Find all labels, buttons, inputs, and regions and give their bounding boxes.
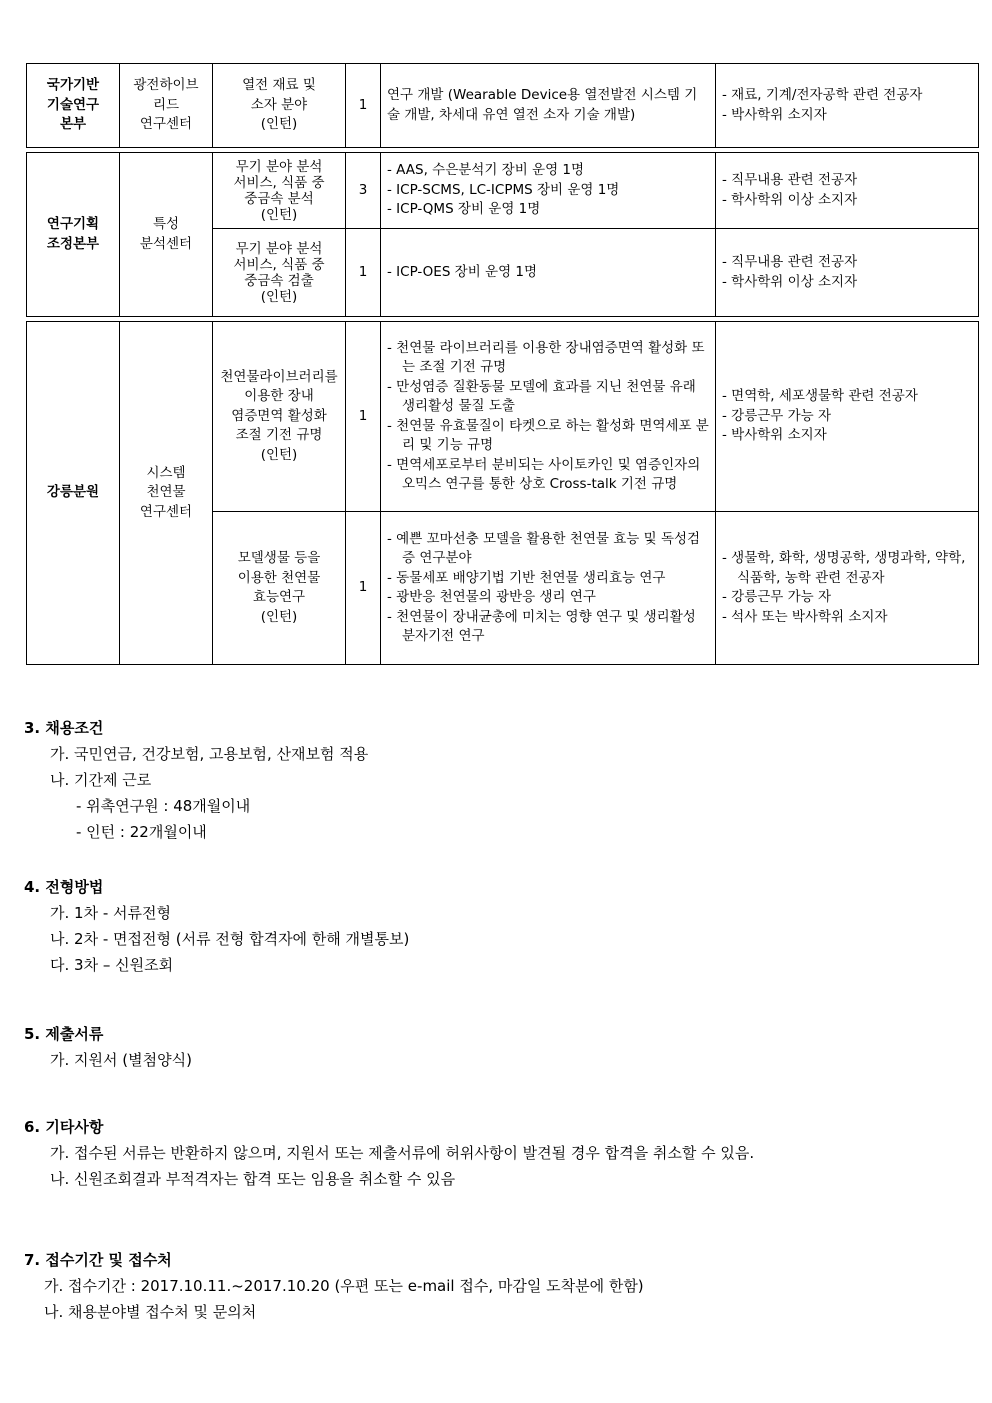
section-heading: 3. 채용조건 bbox=[24, 719, 104, 737]
duties-cell bbox=[381, 64, 716, 148]
division-cell: 국가기반 기술연구 본부 bbox=[27, 64, 120, 148]
section-other-notes bbox=[24, 1117, 754, 1189]
requirement-item: - 강릉근무 가능 자 bbox=[722, 407, 972, 427]
recruit-table-2 bbox=[26, 152, 979, 317]
section-line: - 인턴 : 22개월이내 bbox=[76, 823, 207, 841]
requirement-item: - 학사학위 이상 소지자 bbox=[722, 191, 972, 211]
requirement-item: - 박사학위 소지자 bbox=[722, 426, 972, 446]
duty-item: - AAS, 수은분석기 장비 운영 1명 bbox=[387, 161, 709, 181]
requirements-cell bbox=[716, 229, 979, 317]
center-cell: 시스템 천연물 연구센터 bbox=[120, 322, 213, 665]
field-cell: 무기 분야 분석 서비스, 식품 중 중금속 분석 (인턴) bbox=[213, 153, 346, 229]
section-heading: 6. 기타사항 bbox=[24, 1118, 104, 1136]
recruit-table-1 bbox=[26, 63, 979, 148]
section-required-documents bbox=[24, 1024, 192, 1070]
duties-cell bbox=[381, 322, 716, 512]
field-cell: 천연물라이브러리를 이용한 장내 염증면역 활성화 조절 기전 규명 (인턴) bbox=[213, 322, 346, 512]
section-line: - 위촉연구원 : 48개월이내 bbox=[76, 797, 251, 815]
field-cell: 무기 분야 분석 서비스, 식품 중 중금속 검출 (인턴) bbox=[213, 229, 346, 317]
requirement-item: - 직무내용 관련 전공자 bbox=[722, 171, 972, 191]
count-cell: 3 bbox=[346, 153, 381, 229]
section-line: 다. 3차 – 신원조회 bbox=[50, 956, 174, 974]
duty-text: 연구 개발 (Wearable Device용 열전발전 시스템 기술 개발, 차세대 유연 열전 소자 기술 개발) bbox=[387, 87, 698, 123]
section-line: 가. 지원서 (별첨양식) bbox=[50, 1051, 192, 1069]
requirement-item: - 재료, 기계/전자공학 관련 전공자 bbox=[722, 86, 972, 106]
duty-item: - 천연물 라이브러리를 이용한 장내염증면역 활성화 또는 조절 기전 규명 bbox=[387, 339, 709, 378]
duty-item: - 면역세포로부터 분비되는 사이토카인 및 염증인자의 오믹스 연구를 통한 상호 Cross-talk 기전 규명 bbox=[387, 456, 709, 495]
requirement-item: - 면역학, 세포생물학 관련 전공자 bbox=[722, 387, 972, 407]
duty-item: - 만성염증 질환동물 모델에 효과를 지닌 천연물 유래 생리활성 물질 도출 bbox=[387, 378, 709, 417]
duty-item: - ICP-QMS 장비 운영 1명 bbox=[387, 200, 709, 220]
requirement-item: - 생물학, 화학, 생명공학, 생명과학, 약학, 식품학, 농학 관련 전공자 bbox=[722, 549, 972, 588]
section-line: 가. 접수기간 : 2017.10.11.~2017.10.20 (우편 또는 e-mail 접수, 마감일 도착분에 한함) bbox=[44, 1277, 644, 1295]
section-line: 나. 채용분야별 접수처 및 문의처 bbox=[44, 1303, 257, 1321]
requirement-item: - 석사 또는 박사학위 소지자 bbox=[722, 608, 972, 628]
requirement-item: - 박사학위 소지자 bbox=[722, 106, 972, 126]
section-line: 나. 2차 - 면접전형 (서류 전형 합격자에 한해 개별통보) bbox=[50, 930, 410, 948]
section-line: 가. 국민연금, 건강보험, 고용보험, 산재보험 적용 bbox=[50, 745, 369, 763]
section-line: 가. 접수된 서류는 반환하지 않으며, 지원서 또는 제출서류에 허위사항이 발견될 경우 합격을 취소할 수 있음. bbox=[50, 1144, 755, 1162]
recruit-table-3 bbox=[26, 321, 979, 665]
count-cell: 1 bbox=[346, 64, 381, 148]
requirement-item: - 학사학위 이상 소지자 bbox=[722, 273, 972, 293]
duty-item: - ICP-SCMS, LC-ICPMS 장비 운영 1명 bbox=[387, 181, 709, 201]
duty-item: - ICP-OES 장비 운영 1명 bbox=[387, 263, 709, 283]
field-cell: 모델생물 등을 이용한 천연물 효능연구 (인턴) bbox=[213, 512, 346, 665]
duties-cell bbox=[381, 229, 716, 317]
section-selection-process bbox=[24, 877, 409, 975]
division-cell: 연구기획 조정본부 bbox=[27, 153, 120, 317]
section-line: 나. 신원조회결과 부적격자는 합격 또는 임용을 취소할 수 있음 bbox=[50, 1170, 456, 1188]
duty-item: - 천연물 유효물질이 타켓으로 하는 활성화 면역세포 분리 및 기능 규명 bbox=[387, 417, 709, 456]
duty-item: - 예쁜 꼬마선충 모델을 활용한 천연물 효능 및 독성검증 연구분야 bbox=[387, 530, 709, 569]
duty-item: - 천연물이 장내균총에 미치는 영향 연구 및 생리활성 분자기전 연구 bbox=[387, 608, 709, 647]
requirements-cell bbox=[716, 64, 979, 148]
duty-item: - 동물세포 배양기법 기반 천연물 생리효능 연구 bbox=[387, 569, 709, 589]
center-cell: 광전하이브 리드 연구센터 bbox=[120, 64, 213, 148]
section-line: 나. 기간제 근로 bbox=[50, 771, 152, 789]
section-employment-conditions bbox=[24, 718, 368, 842]
duties-cell bbox=[381, 153, 716, 229]
count-cell: 1 bbox=[346, 322, 381, 512]
center-cell: 특성 분석센터 bbox=[120, 153, 213, 317]
field-cell: 열전 재료 및 소자 분야 (인턴) bbox=[213, 64, 346, 148]
section-heading: 5. 제출서류 bbox=[24, 1025, 104, 1043]
count-cell: 1 bbox=[346, 229, 381, 317]
section-application-period bbox=[24, 1250, 644, 1322]
requirements-cell bbox=[716, 512, 979, 665]
duty-item: - 광반응 천연물의 광반응 생리 연구 bbox=[387, 588, 709, 608]
count-cell: 1 bbox=[346, 512, 381, 665]
requirement-item: - 직무내용 관련 전공자 bbox=[722, 253, 972, 273]
requirements-cell bbox=[716, 322, 979, 512]
requirement-item: - 강릉근무 가능 자 bbox=[722, 588, 972, 608]
requirements-cell bbox=[716, 153, 979, 229]
section-heading: 7. 접수기간 및 접수처 bbox=[24, 1251, 172, 1269]
section-line: 가. 1차 - 서류전형 bbox=[50, 904, 171, 922]
section-heading: 4. 전형방법 bbox=[24, 878, 104, 896]
division-cell: 강릉분원 bbox=[27, 322, 120, 665]
duties-cell bbox=[381, 512, 716, 665]
